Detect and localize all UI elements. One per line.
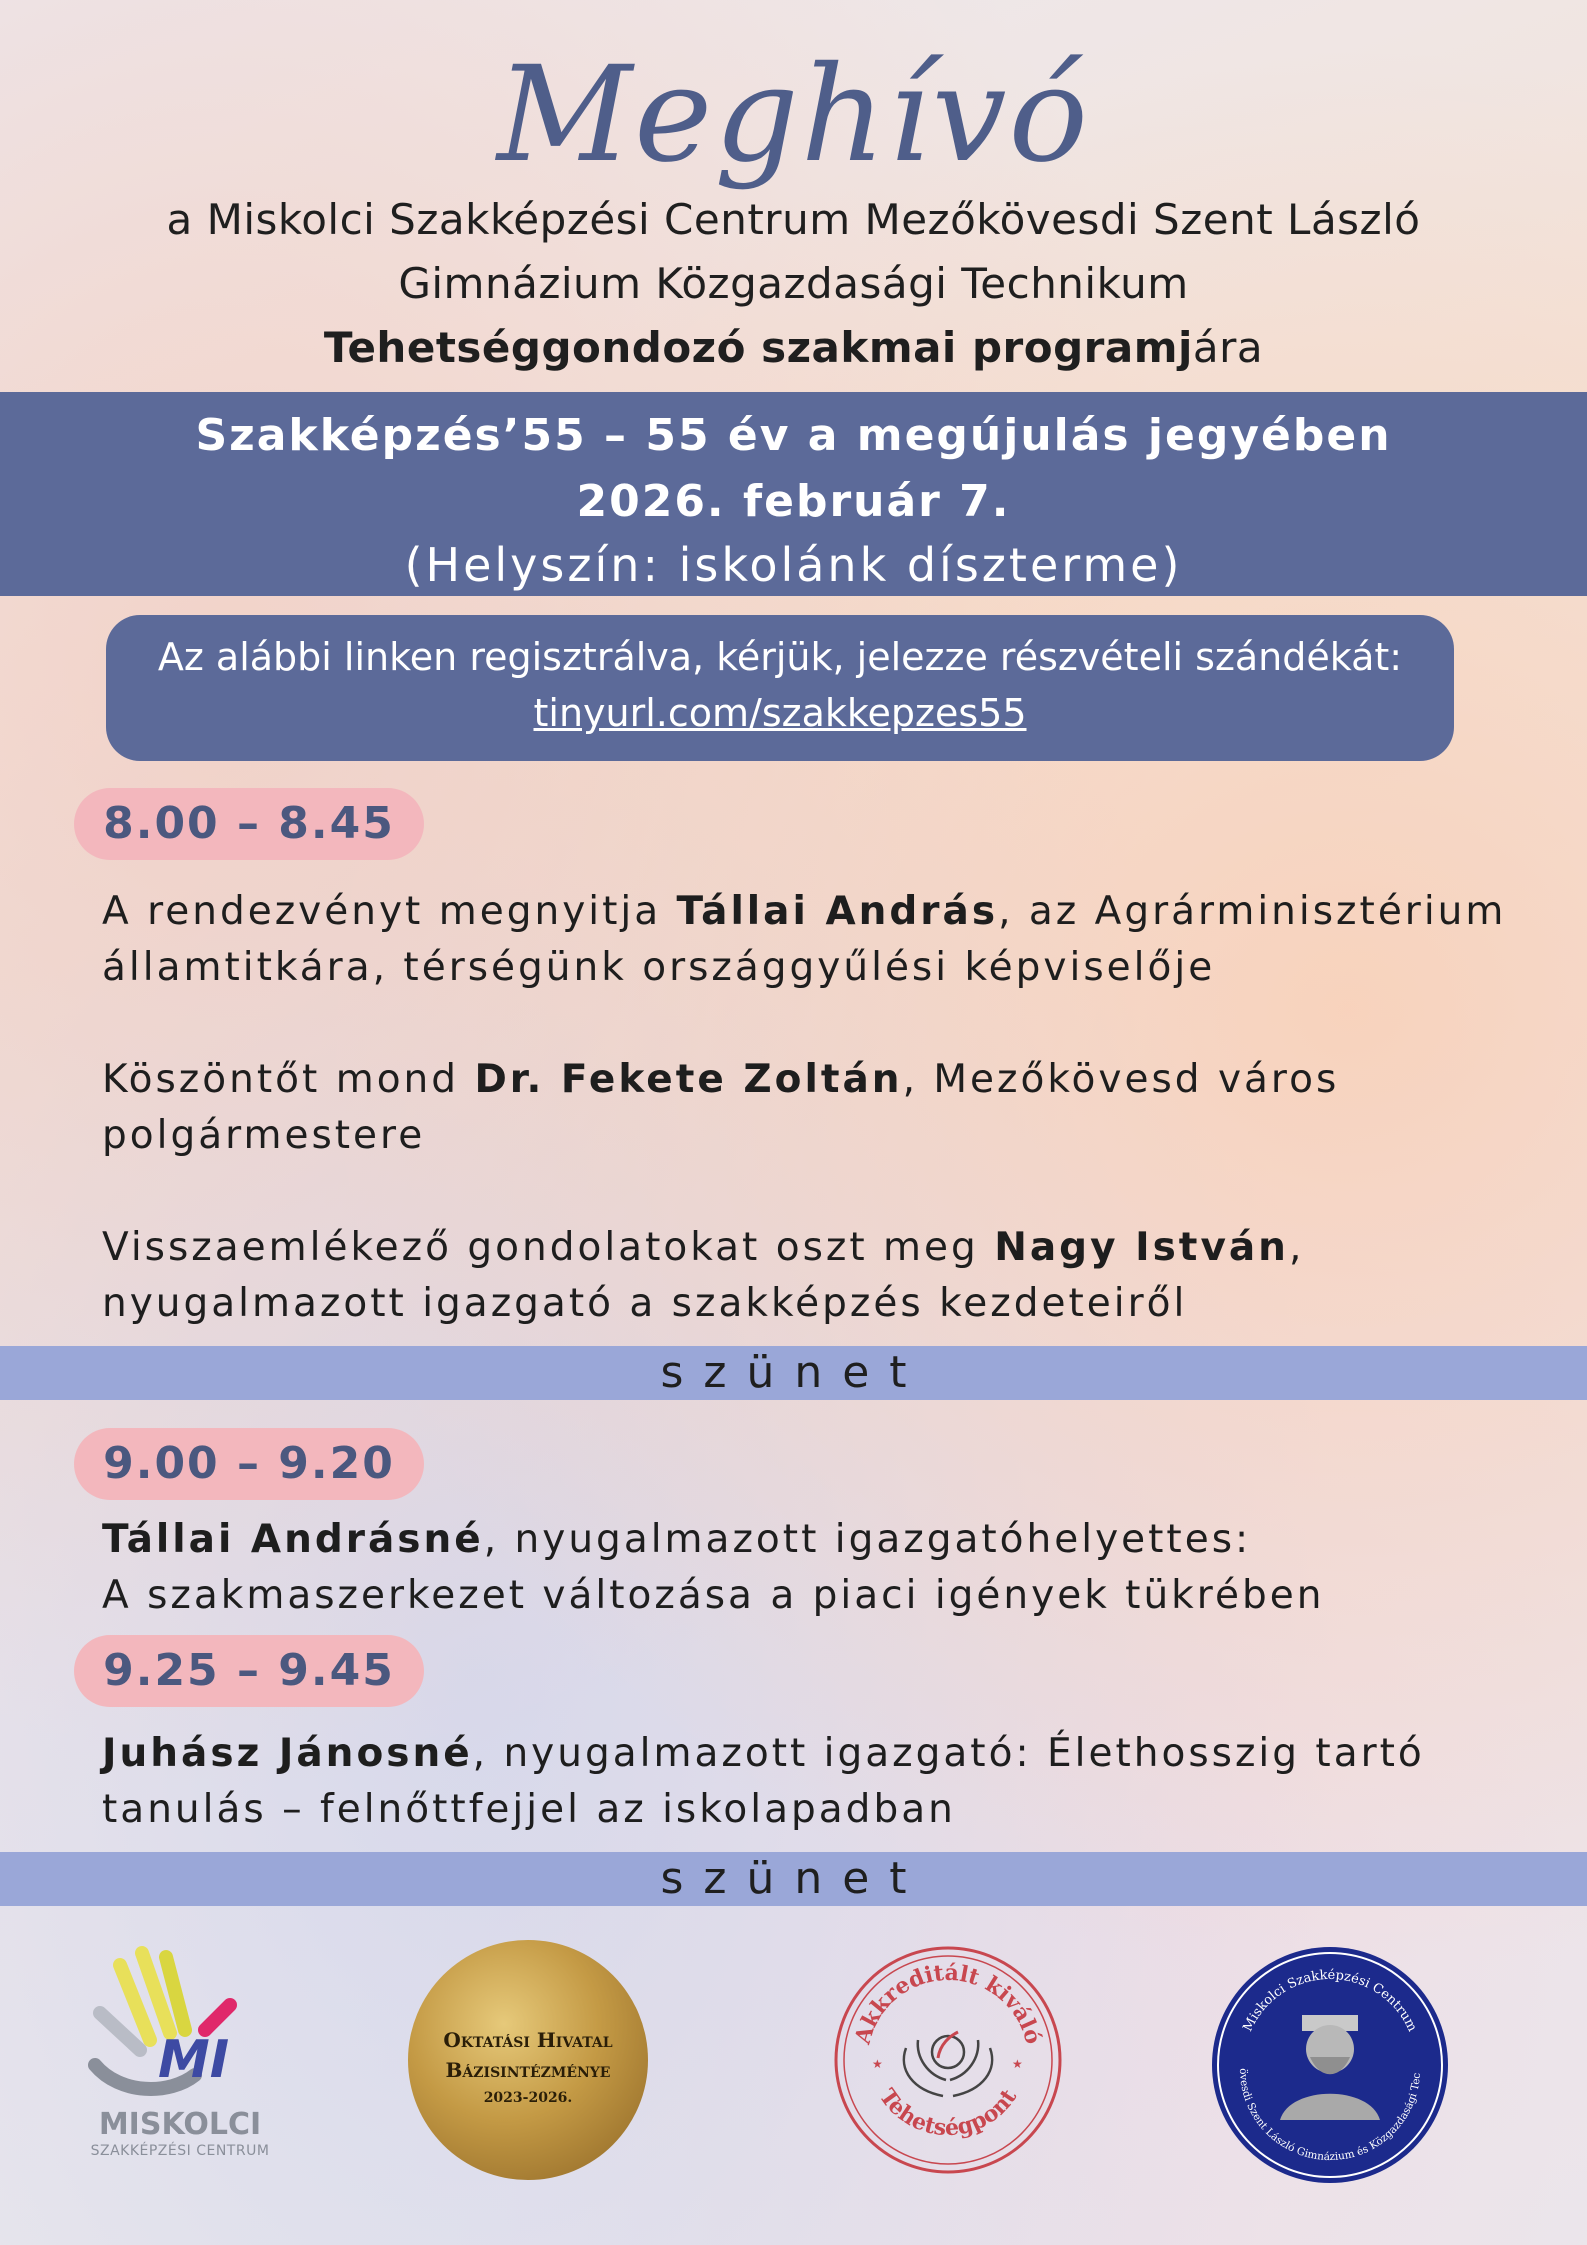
program-item-opening (102, 884, 1522, 996)
item-text: , nyugalmazott igazgató: Élethosszig tartó (472, 1731, 1425, 1776)
oh-line-3: 2023-2026. (483, 2090, 573, 2106)
time-slot-2: 9.00 – 9.20 (74, 1428, 424, 1500)
item-text: államtitkára, térségünk országgyűlési képviselője (102, 945, 1216, 990)
speaker-name: Tállai Andrásné (102, 1517, 484, 1562)
item-text: , az Agrárminisztérium (998, 889, 1507, 934)
program-item-greeting (102, 1052, 1522, 1164)
svg-text:Tehetségpont (874, 2084, 1023, 2142)
speaker-name: Juhász Jánosné (102, 1731, 473, 1776)
stamp-bottom-text: Tehetségpont (873, 2084, 1023, 2142)
school-seal-svg (1210, 1945, 1450, 2185)
item-text: Visszaemlékező gondolatokat oszt meg (102, 1225, 995, 1270)
time-slot-3: 9.25 – 9.45 (74, 1635, 424, 1707)
tehetsegpont-stamp (828, 1940, 1068, 2180)
event-name: Szakképzés’55 – 55 év a megújulás jegyében (195, 410, 1392, 461)
hands-icon (904, 2036, 992, 2096)
seal-top-text: Miskolci Szakképzési Centrum (1240, 1967, 1420, 2035)
item-text: Köszöntőt mond (102, 1057, 475, 1102)
program-name-bold: Tehetséggondozó szakmai programj (323, 323, 1193, 372)
seal-bottom-text: övesdi Szent László Gimnázium és Közgazdasági Tec (1236, 2068, 1423, 2164)
break-bar-1: szünet (0, 1346, 1587, 1400)
intro-line-2: Gimnázium Közgazdasági Technikum (398, 259, 1189, 308)
program-name-suffix: ára (1192, 323, 1264, 372)
event-location: (Helyszín: iskolánk díszterme) (404, 538, 1183, 592)
item-text: nyugalmazott igazgató a szakképzés kezdeteiről (102, 1281, 1188, 1326)
program-item-talk-1 (102, 1512, 1522, 1624)
talk-title: A szakmaszerkezet változása a piaci igények tükrében (102, 1573, 1325, 1618)
program-item-memories (102, 1220, 1522, 1332)
tehetsegpont-svg (828, 1940, 1068, 2180)
star-icon: ★ (1012, 2057, 1023, 2071)
speaker-name: Nagy István (994, 1225, 1289, 1270)
mi-name: MISKOLCI (98, 2107, 262, 2142)
oktatasi-hivatal-badge (408, 1940, 648, 2180)
event-banner (0, 392, 1587, 596)
item-text: polgármestere (102, 1113, 426, 1158)
event-date: 2026. február 7. (576, 476, 1011, 527)
time-slot-1: 8.00 – 8.45 (74, 788, 424, 860)
intro-line-3 (0, 323, 1587, 372)
break-bar-2: szünet (0, 1852, 1587, 1906)
star-icon: ★ (872, 2057, 883, 2071)
item-text: , Mezőkövesd város (902, 1057, 1340, 1102)
stamp-top-text: Akkreditált kiváló (849, 1959, 1047, 2047)
item-text: , (1288, 1225, 1305, 1270)
mi-mark: MI (158, 2030, 230, 2090)
oh-line-1: Oktatási Hivatal (443, 2028, 613, 2052)
item-text: A rendezvényt megnyitja (102, 889, 677, 934)
speaker-name: Dr. Fekete Zoltán (474, 1057, 903, 1102)
registration-box (106, 615, 1454, 761)
miskolci-szc-logo (80, 1945, 280, 2175)
registration-text: Az alábbi linken regisztrálva, kérjük, jelezze részvételi szándékát: (157, 635, 1403, 679)
item-text: , nyugalmazott igazgatóhelyettes: (483, 1517, 1252, 1562)
oh-line-2: Bázisintézménye (445, 2058, 611, 2082)
program-item-talk-2 (102, 1726, 1522, 1838)
invitation-title: Meghívó (496, 38, 1091, 192)
registration-link[interactable]: tinyurl.com/szakkepzes55 (533, 691, 1027, 735)
school-seal (1210, 1945, 1450, 2185)
speaker-name: Tállai András (676, 889, 999, 934)
intro-line-1: a Miskolci Szakképzési Centrum Mezőkövesdi Szent László (166, 195, 1421, 244)
talk-title: tanulás – felnőttfejjel az iskolapadban (102, 1787, 956, 1832)
mi-sub: SZAKKÉPZÉSI CENTRUM (90, 2143, 270, 2159)
